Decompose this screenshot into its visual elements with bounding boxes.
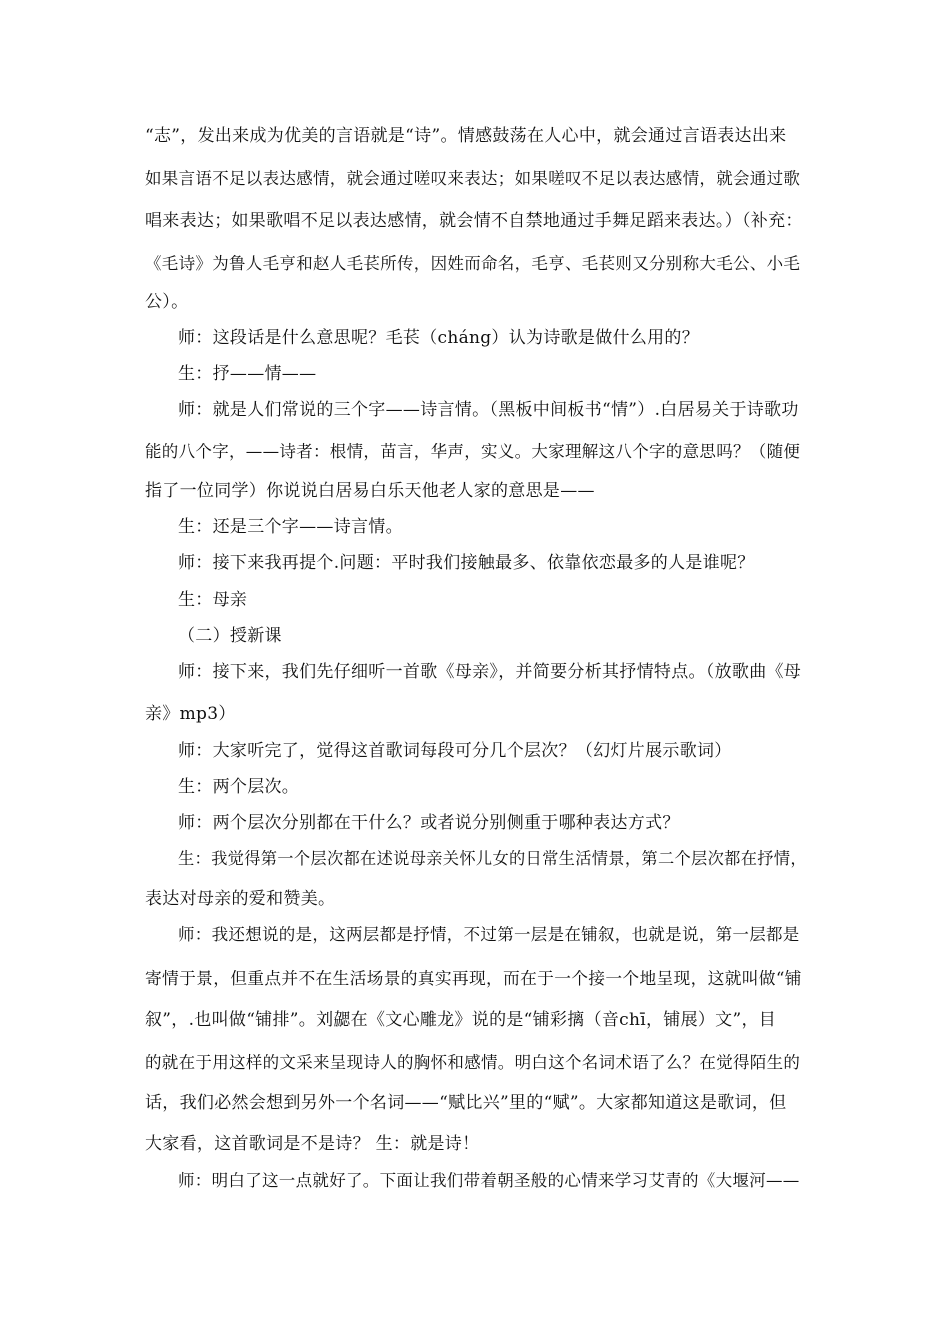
text-line: 如果言语不足以表达感情，就会通过嗟叹来表达；如果嗟叹不足以表达感情，就会通过歌 bbox=[145, 169, 801, 188]
text-line: 师：接下来，我们先仔细听一首歌《母亲》，并简要分析其抒情特点。（放歌曲《母 bbox=[178, 662, 802, 682]
text-line: 师：明白了这一点就好了。下面让我们带着朝圣般的心情来学习艾青的《大堰河—— bbox=[178, 1171, 800, 1190]
text-line: 寄情于景，但重点并不在生活场景的真实再现，而在于一个接一个地呈现，这就叫做“铺 bbox=[145, 968, 802, 988]
text-line: 表达对母亲的爱和赞美。 bbox=[145, 889, 336, 909]
text-line: 生：还是三个字——诗言情。 bbox=[178, 517, 403, 537]
text-line: 师：接下来我再提个.问题：平时我们接触最多、依靠依恋最多的人是谁呢？ bbox=[178, 553, 755, 573]
text-line: 公）。 bbox=[145, 292, 189, 312]
text-line: 《毛诗》为鲁人毛亨和赵人毛苌所传，因姓而命名，毛亨、毛苌则又分别称大毛公、小毛 bbox=[145, 254, 801, 273]
text-line: 的就在于用这样的文采来呈现诗人的胸怀和感情。明白这个名词术语了么？在觉得陌生的 bbox=[145, 1053, 801, 1072]
text-line: 能的八个字，——诗者：根情，苗言，华声，实义。大家理解这八个字的意思吗？（随便 bbox=[145, 442, 801, 461]
text-line: 唱来表达；如果歌唱不足以表达感情，就会情不自禁地通过手舞足蹈来表达。）（补充： bbox=[145, 211, 803, 231]
text-line: 师：这段话是什么意思呢？毛苌（cháng）认为诗歌是做什么用的？ bbox=[178, 328, 700, 348]
text-line: 师：大家听完了，觉得这首歌词每段可分几个层次？（幻灯片展示歌词） bbox=[178, 741, 732, 761]
text-line: 生：我觉得第一个层次都在述说母亲关怀儿女的日常生活情景，第二个层次都在抒情， bbox=[178, 849, 807, 868]
text-line: 亲》mp3） bbox=[145, 704, 236, 724]
text-line: 生：母亲 bbox=[178, 590, 248, 610]
text-line: 师：我还想说的是，这两层都是抒情，不过第一层是在铺叙，也就是说，第一层都是 bbox=[178, 925, 800, 944]
text-line: 叙”，.也叫做“铺排”。刘勰在《文心雕龙》说的是“铺彩摛（音chī，铺展）文”，目 bbox=[145, 1010, 777, 1030]
text-line: 话，我们必然会想到另外一个名词——“赋比兴”里的“赋”。大家都知道这是歌词，但 bbox=[145, 1093, 787, 1113]
text-line: “志”，发出来成为优美的言语就是“诗”。情感鼓荡在人心中，就会通过言语表达出来 bbox=[145, 126, 787, 146]
text-line: 师：就是人们常说的三个字——诗言情。（黑板中间板书“情”）.白居易关于诗歌功 bbox=[178, 400, 799, 420]
text-line: 大家看，这首歌词是不是诗？ 生：就是诗！ bbox=[145, 1134, 480, 1154]
section-heading: （二）授新课 bbox=[178, 626, 282, 646]
text-line: 指了一位同学）你说说白居易白乐天他老人家的意思是—— bbox=[145, 481, 595, 501]
text-line: 生：两个层次。 bbox=[178, 777, 300, 797]
text-line: 生：抒——情—— bbox=[178, 364, 317, 384]
text-line: 师：两个层次分别都在干什么？或者说分别侧重于哪种表达方式？ bbox=[178, 813, 680, 833]
